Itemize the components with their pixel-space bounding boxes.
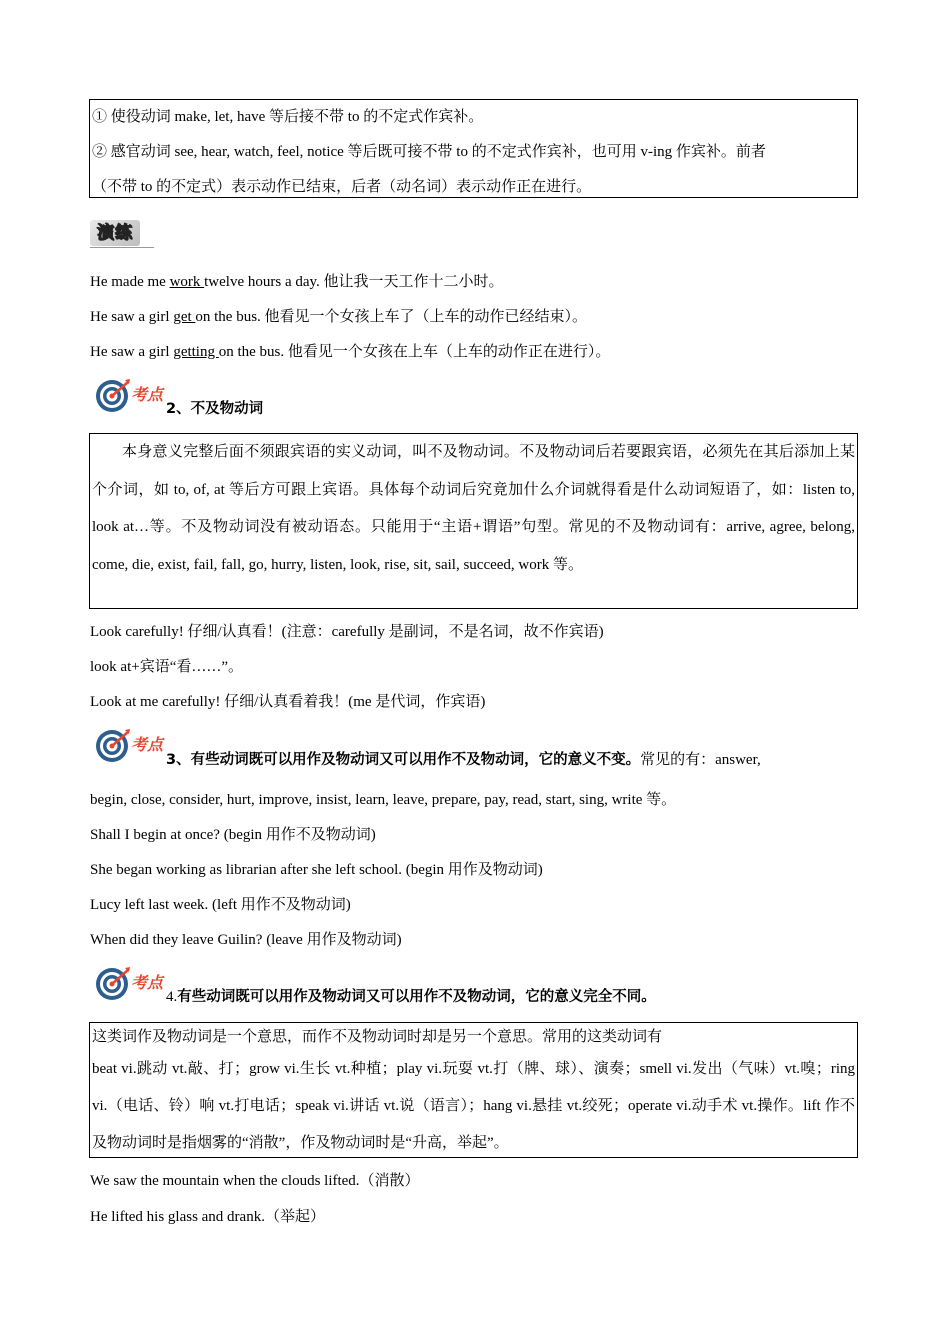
kaodian-label: 考点 — [131, 973, 164, 992]
kaodian-label: 考点 — [131, 385, 164, 404]
target-icon — [95, 378, 131, 414]
example-line: Lucy left last week. (left 用作不及物动词) — [90, 897, 351, 913]
box-line: 这类词作及物动词是一个意思，而作不及物动词时却是另一个意思。常用的这类动词有 — [92, 1029, 663, 1045]
example-line: He saw a girl get on the bus. 他看见一个女孩上车了（上车的动作已经结束）。 — [90, 309, 588, 325]
example-line: When did they leave Guilin? (leave 用作及物动词) — [90, 932, 402, 948]
rule-box-different-meaning — [89, 1022, 858, 1158]
box-line: （不带 to 的不定式）表示动作已结束，后者（动名词）表示动作正在进行。 — [92, 179, 592, 195]
rule-box-intransitive — [89, 433, 858, 609]
example-line: Shall I begin at once? (begin 用作不及物动词) — [90, 827, 376, 843]
box-line: ① 使役动词 make, let, have 等后接不带 to 的不定式作宾补。 — [92, 109, 484, 125]
kaodian-badge — [95, 728, 167, 766]
kaodian-badge — [95, 966, 167, 1004]
example-line: look at+宾语“看……”。 — [90, 659, 244, 675]
section-title: 2、不及物动词 — [166, 401, 264, 417]
example-line: Look at me carefully! 仔细/认真看着我！(me 是代词，作宾语) — [90, 694, 486, 710]
practice-badge — [90, 218, 154, 248]
target-icon — [95, 966, 131, 1002]
example-line: We saw the mountain when the clouds lifted.（消散） — [90, 1173, 420, 1189]
box-paragraph: beat vi.跳动 vt.敲、打；grow vi.生长 vt.种植；play vi.玩耍 vt.打（牌、球）、演奏；smell vi.发出（气味）vt.嗅；ring vi.（电话、铃）响 vt.打电话；speak vi.讲话 vt.说（语言）；hang vi.悬挂 vt.绞死；operate vi.动手术 vt.操作。lift 作不及物动词时是指烟雾的“消散”，作及物动词时是“升高，举起”。 — [92, 1061, 855, 1151]
example-line: Look carefully! 仔细/认真看！(注意：carefully 是副词，不是名词，故不作宾语) — [90, 624, 604, 640]
kaodian-label: 考点 — [131, 735, 164, 754]
text-line: begin, close, consider, hurt, improve, insist, learn, leave, prepare, pay, read, start, sing, write 等。 — [90, 792, 677, 808]
box-paragraph: 本身意义完整后面不须跟宾语的实义动词，叫不及物动词。不及物动词后若要跟宾语，必须先在其后添加上某个介词，如 to, of, at 等后方可跟上宾语。具体每个动词后究竟加什么介词就得看是什么动词短语了，如：listen to, look at…等。不及物动词没有被动语态。只能用于“主语+谓语”句型。常见的不及物动词有：arrive, agree, belong, come, die, exist, fail, fall, go, hurry, listen, look, rise, sit, sail, succeed, work 等。 — [92, 444, 855, 573]
example-line: He lifted his glass and drank.（举起） — [90, 1209, 325, 1225]
section-title: 4.有些动词既可以用作及物动词又可以用作不及物动词，它的意义完全不同。 — [166, 989, 656, 1005]
target-icon — [95, 728, 131, 764]
example-line: She began working as librarian after she left school. (begin 用作及物动词) — [90, 862, 543, 878]
section-title: 3、有些动词既可以用作及物动词又可以用作不及物动词，它的意义不变。常见的有：answer, — [166, 752, 761, 768]
example-line: He saw a girl getting on the bus. 他看见一个女孩在上车（上车的动作正在进行）。 — [90, 344, 611, 360]
example-line: He made me work twelve hours a day. 他让我一天工作十二小时。 — [90, 274, 504, 290]
kaodian-badge — [95, 378, 167, 416]
practice-underline — [90, 247, 154, 248]
practice-label: 演练 — [90, 220, 140, 246]
box-line: ② 感官动词 see, hear, watch, feel, notice 等后既可接不带 to 的不定式作宾补，也可用 v-ing 作宾补。前者 — [92, 144, 766, 160]
rule-box-causative-perception — [89, 99, 858, 198]
